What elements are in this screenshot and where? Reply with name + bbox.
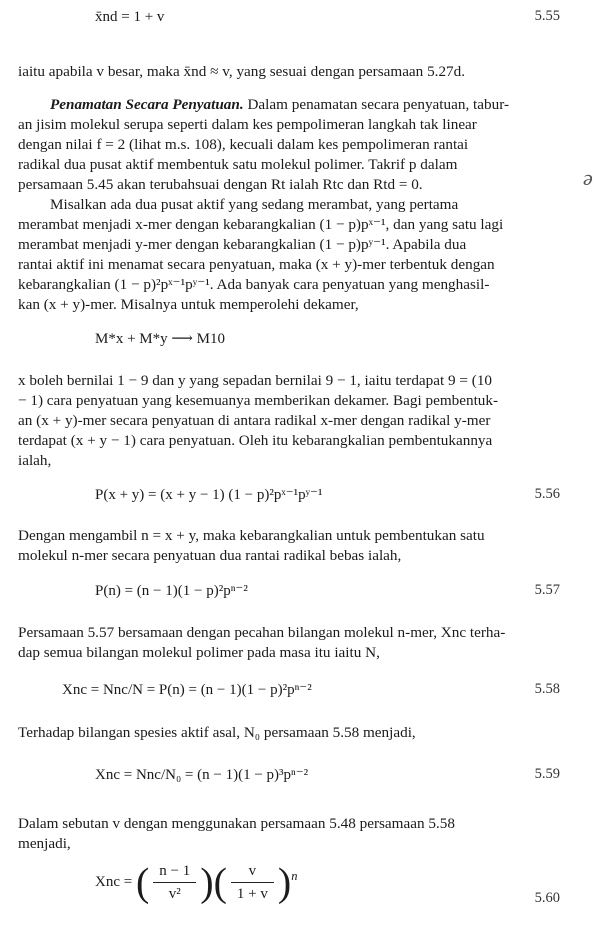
text-line: Dengan mengambil n = x + y, maka kebarangkalian untuk pembentukan satu: [18, 527, 485, 544]
exponent: n: [291, 868, 298, 883]
text-line: Terhadap bilangan spesies aktif asal, N₀ persamaan 5.58 menjadi,: [18, 724, 416, 741]
left-paren: (: [135, 859, 150, 905]
text-line: dap semua bilangan molekul polimer pada masa itu iaitu N,: [18, 644, 380, 661]
text-line: rantai aktif ini menamat secara penyatuan, maka (x + y)-mer terbentuk dengan: [18, 256, 495, 273]
text-line: ialah,: [18, 452, 52, 469]
section-heading: Penamatan Secara Penyatuan.: [50, 96, 244, 113]
left-paren: (: [213, 859, 227, 905]
reaction-equation: M*x + M*y ⟶ M10: [95, 331, 225, 347]
text-line: x boleh bernilai 1 − 9 dan y yang sepadan bernilai 9 − 1, iaitu terdapat 9 = (10: [18, 372, 493, 389]
text-line: persamaan 5.45 akan terubahsuai dengan Rt ialah Rtc dan Rtd = 0.: [18, 176, 423, 193]
text-line: terdapat (x + y − 1) cara penyatuan. Oleh itu kebarangkalian pembentukannya: [18, 432, 493, 449]
fraction: [153, 862, 196, 903]
equation-5-58: Xnc = Nnc/N = P(n) = (n − 1)(1 − p)²pⁿ⁻²: [62, 682, 312, 698]
equation-5-60: [95, 859, 298, 905]
text-line: merambat menjadi x-mer dengan kebarangkalian (1 − p)pˣ⁻¹, dan yang satu lagi: [18, 216, 504, 233]
text-line: kan (x + y)-mer. Misalnya untuk memperolehi dekamer,: [18, 296, 359, 313]
text-line: Dalam sebutan v dengan menggunakan persamaan 5.48 persamaan 5.58: [18, 815, 455, 832]
text-line: an (x + y)-mer secara penyatuan di antara radikal x-mer dengan radikal y-mer: [18, 412, 491, 429]
text-line: dengan nilai f = 2 (lihat m.s. 108), kecuali dalam kes pempolimeran rantai: [18, 136, 469, 153]
text-line: kebarangkalian (1 − p)²pˣ⁻¹pʸ⁻¹. Ada banyak cara penyatuan yang menghasil-: [18, 276, 490, 293]
equation-5-59: Xnc = Nnc/N₀ = (n − 1)(1 − p)³pⁿ⁻²: [95, 767, 309, 783]
text-line: iaitu apabila v besar, maka x̄nd ≈ v, yang sesuai dengan persamaan 5.27d.: [18, 63, 466, 80]
fraction-denominator: v²: [168, 886, 181, 902]
text-line: − 1) cara penyatuan yang kesemuanya memberikan dekamer. Bagi pembentuk-: [18, 392, 499, 409]
text-line: radikal dua pusat aktif membentuk satu molekul polimer. Takrif p dalam: [18, 156, 458, 173]
text-line: menjadi,: [18, 835, 71, 852]
text-line: merambat menjadi y-mer dengan kebarangkalian (1 − p)pʸ⁻¹. Apabila dua: [18, 236, 467, 253]
equation-number-5-55: 5.55: [534, 8, 560, 24]
equation-number-5-58: 5.58: [534, 681, 560, 697]
fraction: [231, 862, 274, 903]
fraction-numerator: n − 1: [153, 862, 196, 883]
text-line: Misalkan ada dua pusat aktif yang sedang merambat, yang pertama: [50, 196, 459, 213]
text-span: Dalam penamatan secara penyatuan, tabur-: [243, 96, 509, 113]
equation-number-5-56: 5.56: [534, 486, 560, 502]
equation-number-5-59: 5.59: [534, 766, 560, 782]
equation-5-56: P(x + y) = (x + y − 1) (1 − p)²pˣ⁻¹pʸ⁻¹: [95, 487, 323, 503]
text-line: Persamaan 5.57 bersamaan dengan pecahan bilangan molekul n-mer, Xnc terha-: [18, 624, 506, 641]
equation-number-5-60: 5.60: [534, 890, 560, 906]
fraction-denominator: 1 + v: [236, 886, 268, 902]
right-paren: ): [277, 859, 292, 905]
text-line: an jisim molekul serupa seperti dalam kes pempolimeran langkah tak linear: [18, 116, 477, 133]
text-line: molekul n-mer secara penyatuan dua rantai radikal bebas ialah,: [18, 547, 402, 564]
fraction-numerator: v: [231, 862, 274, 883]
right-paren: ): [200, 859, 214, 905]
handwritten-margin-mark: ə: [583, 165, 593, 190]
paragraph-first-line: [50, 96, 509, 114]
equation-number-5-57: 5.57: [534, 582, 560, 598]
equation-5-57: P(n) = (n − 1)(1 − p)²pⁿ⁻²: [95, 583, 248, 599]
equation-lhs: Xnc =: [95, 873, 133, 890]
equation-5-55: x̄nd = 1 + v: [95, 9, 165, 25]
